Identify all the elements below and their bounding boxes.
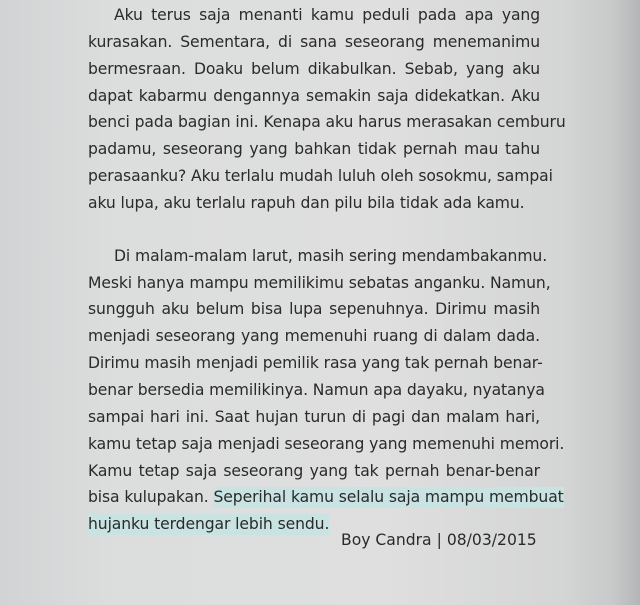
text-line: padamu, seseorang yang bahkan tidak pernah mau tahu <box>88 140 540 159</box>
text-line: benci pada bagian ini. Kenapa aku harus merasakan cemburu <box>88 113 566 132</box>
paragraph-1 <box>88 2 566 217</box>
text-line: aku lupa, aku terlalu rapuh dan pilu bila tidak ada kamu. <box>88 193 525 212</box>
text-line: Dirimu masih menjadi pemilik rasa yang tak pernah benar- <box>88 354 543 373</box>
text-line: kurasakan. Sementara, di sana seseorang menemanimu <box>88 32 540 51</box>
text-line: sampai hari ini. Saat hujan turun di pagi dan malam hari, <box>88 407 540 426</box>
text-line: Di malam-malam larut, masih sering mendambakanmu. <box>114 246 548 265</box>
highlighted-text: Seperihal kamu selalu saja mampu membuat <box>213 488 564 507</box>
text-line: perasaanku? Aku terlalu mudah luluh oleh sosokmu, sampai <box>88 167 553 186</box>
text-line: kamu tetap saja menjadi seseorang yang memenuhi memori. <box>88 434 565 453</box>
text-line: bermesraan. Doaku belum dikabulkan. Sebab, yang aku <box>88 59 540 78</box>
text-line: sungguh aku belum bisa lupa sepenuhnya. Dirimu masih <box>88 300 540 319</box>
quote-text <box>88 2 566 538</box>
text-line: Meski hanya mampu memilikimu sebatas anganku. Namun, <box>88 273 551 292</box>
text-line: benar bersedia memilikinya. Namun apa dayaku, nyatanya <box>88 380 545 399</box>
text-line: Kamu tetap saja seseorang yang tak pernah benar-benar <box>88 461 540 480</box>
signature <box>341 531 541 549</box>
highlighted-text: hujanku terdengar lebih sendu. <box>88 515 330 534</box>
paragraph-2 <box>88 243 565 538</box>
text-line-mixed <box>88 484 564 511</box>
text-segment: bisa kulupakan. <box>88 488 209 507</box>
author-name: Boy Candra <box>341 531 432 549</box>
signature-date: 08/03/2015 <box>446 531 537 549</box>
paragraph-gap <box>88 217 540 243</box>
page-edge-shadow <box>612 0 640 605</box>
signature-separator: | <box>436 531 442 549</box>
text-line: menjadi seseorang yang memenuhi ruang di dalam dada. <box>88 327 540 346</box>
text-line: dapat kabarmu dengannya semakin saja didekatkan. Aku <box>88 86 540 105</box>
text-line: Aku terus saja menanti kamu peduli pada apa yang <box>114 6 540 24</box>
